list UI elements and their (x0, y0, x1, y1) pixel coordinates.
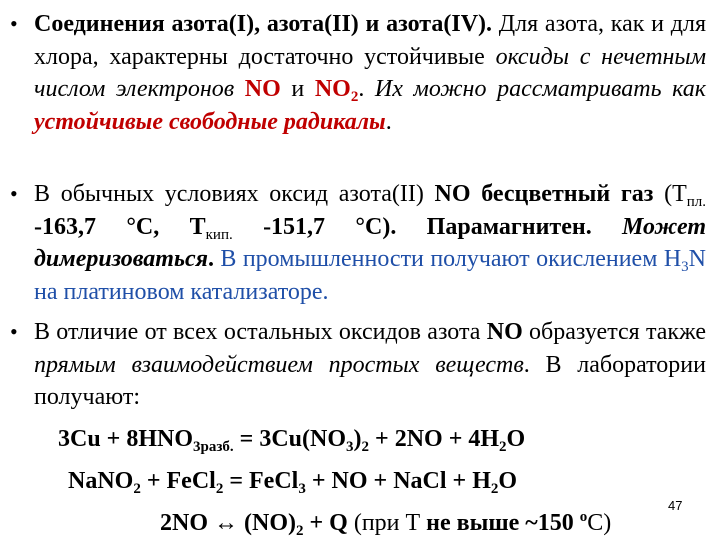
equation-1: $3Cu + 8HNO_{3разб.} = 3Cu(NO_3)_2 + 2NO + 4H_2O$ (58, 426, 526, 455)
page-number: 47 (668, 498, 683, 513)
bullet-icon: • (10, 319, 18, 344)
bullet-icon: • (10, 11, 18, 36)
bullet-icon: • (10, 181, 18, 206)
bullet-paragraph-1: • Соединения азота(I), азота(II) и азота(IV). Для азота, как и для хлора, характерны достаточно устойчивые оксиды с нечетным числом электронов NO и $NO_2$. Их можно рассматривать как устойчивые свободные радикалы. (34, 8, 706, 138)
bullet-paragraph-3: • В отличие от всех остальных оксидов азота NO образуется также прямым взаимодействием простых веществ. В лаборатории получают: (34, 316, 706, 414)
equation-3: 2NO ↔ $(NO)_2 + Q$ (при Т не выше ~150 $^о$С) (160, 509, 612, 539)
equation-2: NaNO$_2$ + FeCl$_2$ = FeCl$_3$ + NO + NaCl + $H_2O$ (68, 468, 518, 497)
section-heading: Соединения азота(I), азота(II) и азота(IV). (34, 11, 493, 37)
free-radicals-term: устойчивые свободные радикалы (34, 108, 386, 135)
bullet-paragraph-2: • В обычных условиях оксид азота(II) NO бесцветный газ ($Т_{пл.}$ -163,7 °С, $Т_{кип.}$ -151,7 °С). Парамагнитен. Может димеризоваться. В промышленности получают окислением $Н_3N$ на платиновом катализаторе. (34, 178, 706, 308)
